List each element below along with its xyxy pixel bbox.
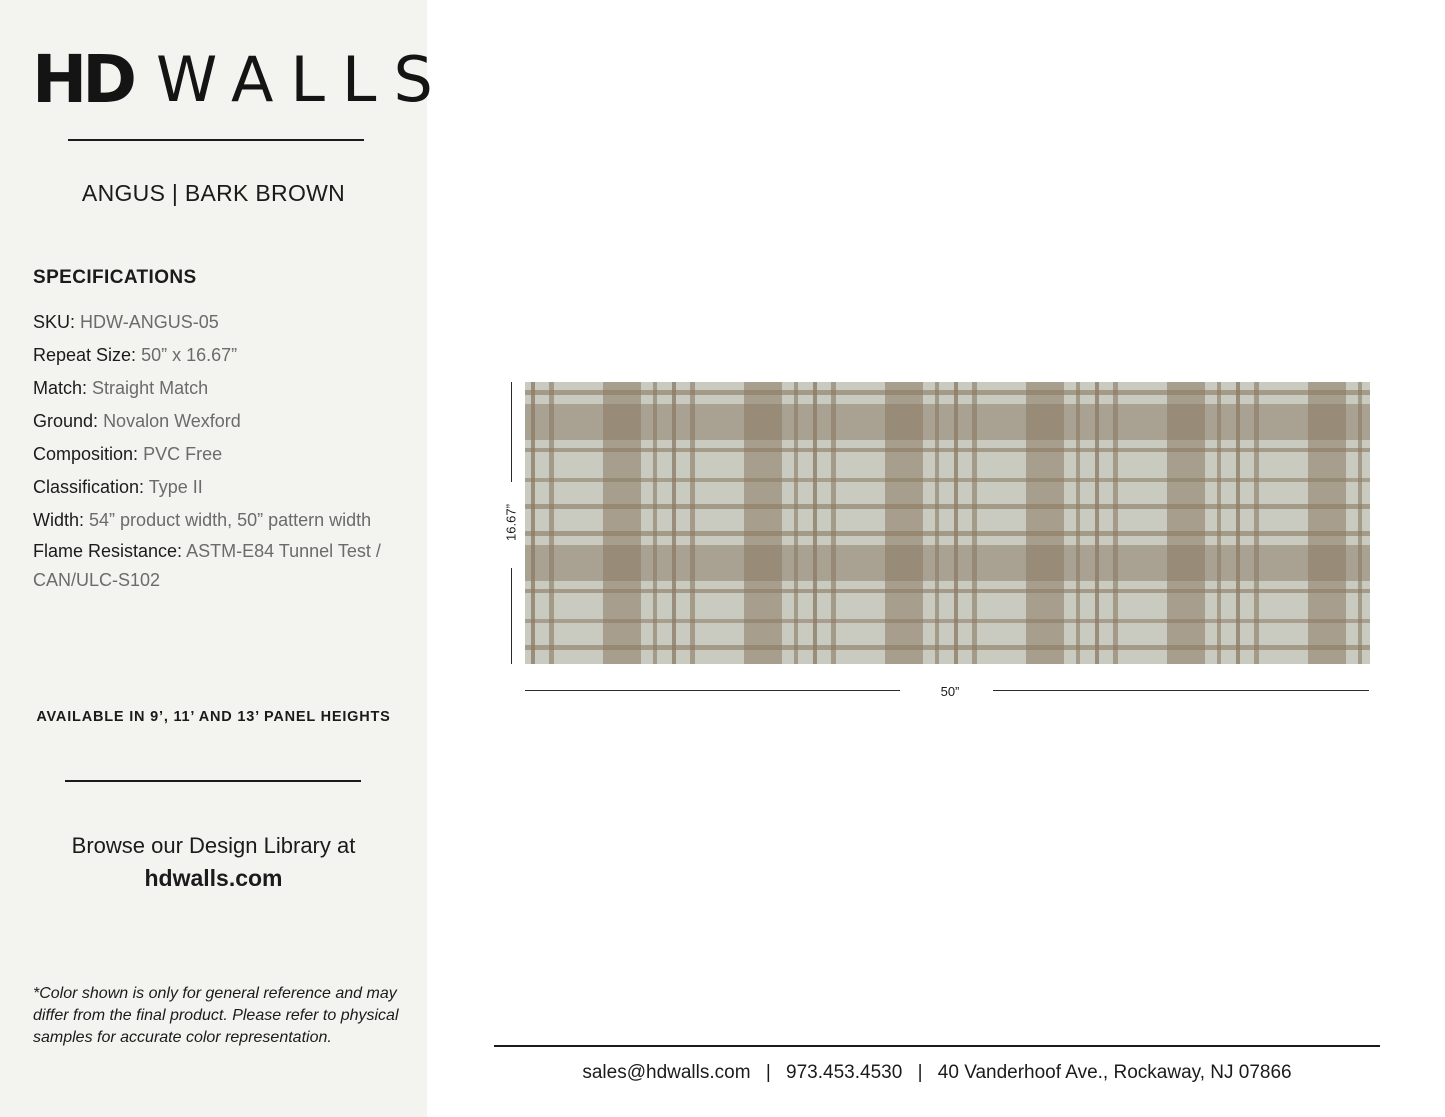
spec-row-match — [33, 372, 403, 405]
footer-divider — [494, 1045, 1380, 1047]
plaid-thin-band — [525, 619, 1370, 623]
browse-text: Browse our Design Library at — [71, 833, 356, 858]
footer-phone[interactable]: 973.453.4530 — [786, 1062, 903, 1083]
plaid-thin-band — [525, 478, 1370, 482]
spec-row-width — [33, 504, 403, 537]
width-dimension-label: 50” — [940, 684, 960, 699]
logo-bold-text: HD — [32, 40, 133, 118]
width-dimension-line-right — [993, 690, 1369, 691]
spec-label: Ground: — [33, 411, 99, 431]
top-divider — [68, 139, 364, 141]
height-dimension-line-top — [511, 382, 512, 482]
footer-separator: | — [765, 1062, 771, 1083]
spec-label: Width: — [33, 510, 85, 530]
spec-value: HDW-ANGUS-05 — [80, 312, 219, 332]
logo-light-text: WALLS — [156, 42, 450, 116]
spec-label: Flame Resistance: — [33, 541, 183, 561]
sidebar — [0, 0, 450, 1117]
plaid-thin-band — [525, 504, 1370, 509]
contact-footer — [494, 1062, 1380, 1084]
spec-label: SKU: — [33, 312, 76, 332]
plaid-wide-band — [525, 404, 1370, 440]
spec-row-repeat-size — [33, 339, 403, 372]
spec-value: ASTM-E84 Tunnel Test / CAN/ULC-S102 — [33, 541, 381, 590]
spec-value: PVC Free — [143, 444, 223, 464]
spec-label: Classification: — [33, 477, 145, 497]
spec-value: Novalon Wexford — [103, 411, 241, 431]
spec-value: Straight Match — [92, 378, 209, 398]
plaid-thin-band — [525, 645, 1370, 650]
spec-value: 54” product width, 50” pattern width — [89, 510, 372, 530]
spec-label: Match: — [33, 378, 88, 398]
width-dimension-line-left — [525, 690, 900, 691]
spec-row-classification — [33, 471, 403, 504]
bottom-divider — [65, 780, 361, 782]
spec-row-composition — [33, 438, 403, 471]
product-title: ANGUS | BARK BROWN — [81, 180, 346, 206]
availability-note: AVAILABLE IN 9’, 11’ AND 13’ PANEL HEIGHTS — [36, 709, 391, 725]
height-dimension-line-bottom — [511, 568, 512, 664]
spec-label: Composition: — [33, 444, 139, 464]
plaid-wide-band — [525, 545, 1370, 581]
footer-address: 40 Vanderhoof Ave., Rockaway, NJ 07866 — [937, 1062, 1292, 1083]
plaid-thin-band — [525, 390, 1370, 395]
plaid-thin-band — [525, 448, 1370, 452]
specifications-heading: SPECIFICATIONS — [33, 267, 197, 288]
pattern-swatch — [525, 382, 1370, 664]
spec-label: Repeat Size: — [33, 345, 137, 365]
plaid-thin-band — [525, 589, 1370, 593]
height-dimension-label: 16.67” — [503, 504, 519, 541]
spec-row-sku — [33, 306, 403, 339]
spec-row-flame-resistance — [33, 537, 403, 595]
hd-walls-logo — [32, 40, 450, 118]
footer-separator: | — [917, 1062, 923, 1083]
spec-row-ground — [33, 405, 403, 438]
specifications-list — [33, 306, 403, 595]
spec-value: 50” x 16.67” — [141, 345, 238, 365]
plaid-pattern-image — [525, 382, 1370, 664]
footer-email[interactable]: sales@hdwalls.com — [582, 1062, 751, 1083]
color-disclaimer: *Color shown is only for general reference and may differ from the final product. Please refer to physical samples for accurate color representation. — [33, 985, 399, 1046]
browse-callout — [0, 829, 427, 895]
plaid-thin-band — [525, 531, 1370, 536]
spec-value: Type II — [148, 477, 203, 497]
website-link[interactable]: hdwalls.com — [144, 865, 283, 891]
